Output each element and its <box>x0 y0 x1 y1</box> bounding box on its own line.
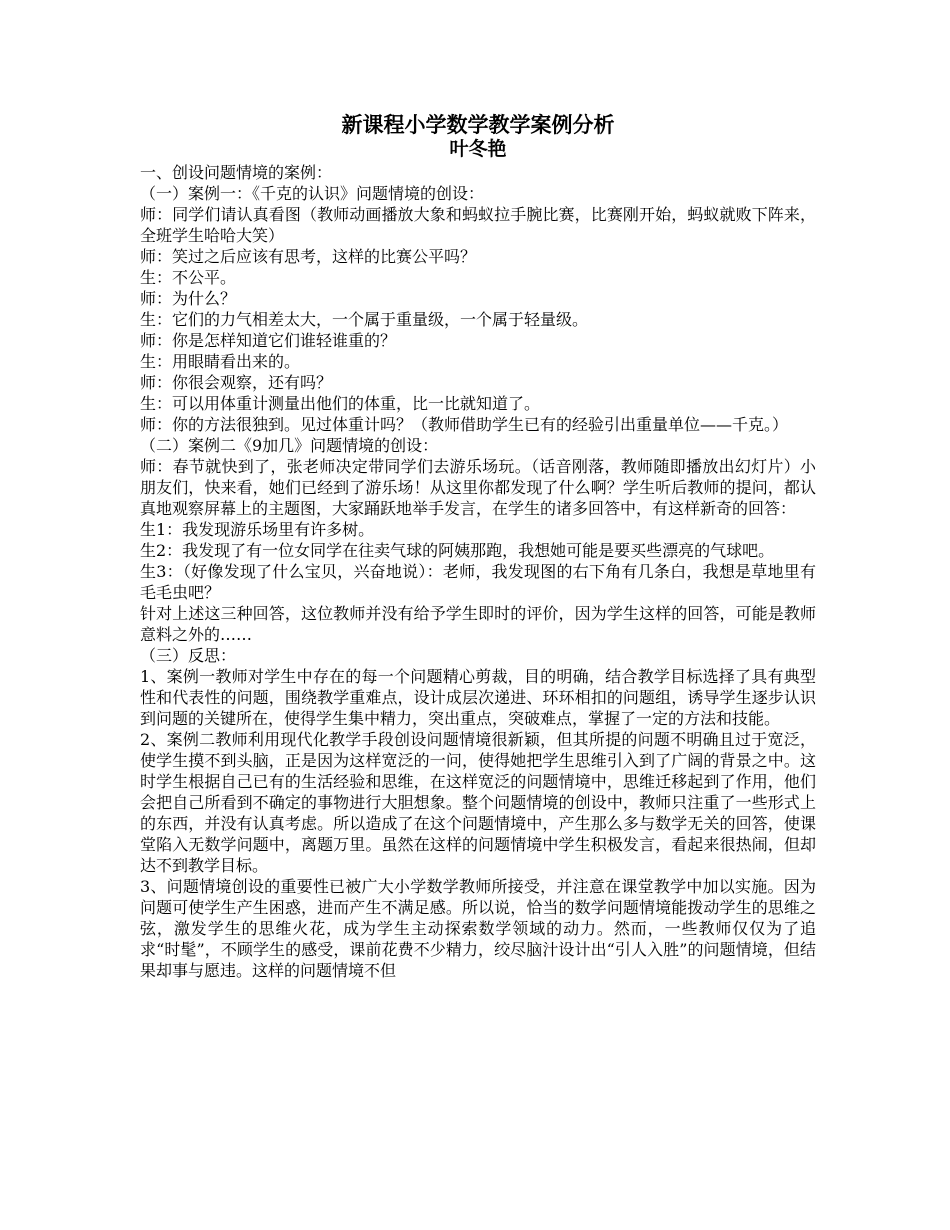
paragraph: （二）案例二《9加几》问题情境的创设： <box>140 436 439 455</box>
paragraph: 师：你是怎样知道它们谁轻谁重的？ <box>140 331 397 350</box>
document-body <box>140 162 816 981</box>
paragraph: 生1：我发现游乐场里有许多树。 <box>140 520 375 539</box>
paragraph: 师：春节就快到了，张老师决定带同学们去游乐场玩。（话音刚落，教师随即播放出幻灯片）小朋友们，快来看，她们已经到了游乐场！从这里你都发现了什么啊？学生听后教师的提问，都认真地观察屏幕上的主题图，大家踊跃地举手发言，在学生的诸多回答中，有这样新奇的回答： <box>140 457 816 518</box>
paragraph: 3、问题情境创设的重要性已被广大小学数学教师所接受，并注意在课堂教学中加以实施。因为问题可使学生产生困惑，进而产生不满足感。所以说，恰当的数学问题情境能拨动学生的思维之弦，激发学生的思维火花，成为学生主动探索数学领域的动力。然而，一些教师仅仅为了追求“时髦”，不顾学生的感受，课前花费不少精力，绞尽脑汁设计出“引人入胜”的问题情境，但结果却事与愿违。这样的问题情境不但 <box>140 877 816 980</box>
paragraph: 生：不公平。 <box>140 268 237 287</box>
paragraph: 1、案例一教师对学生中存在的每一个问题精心剪裁，目的明确，结合教学目标选择了具有典型性和代表性的问题，围绕教学重难点，设计成层次递进、环环相扣的问题组，诱导学生逐步认识到问题的关键所在，使得学生集中精力，突出重点，突破难点，掌握了一定的方法和技能。 <box>140 667 816 728</box>
paragraph: 生：它们的力气相差太大，一个属于重量级，一个属于轻量级。 <box>140 310 589 329</box>
document-page <box>140 112 816 981</box>
paragraph: 师：笑过之后应该有思考，这样的比赛公平吗？ <box>140 247 477 266</box>
document-author: 叶冬艳 <box>449 138 507 160</box>
paragraph: 2、案例二教师利用现代化教学手段创设问题情境很新颖，但其所提的问题不明确且过于宽泛，使学生摸不到头脑，正是因为这样宽泛的一问，使得她把学生思维引入到了广阔的背景之中。这时学生根据自己已有的生活经验和思维，在这样宽泛的问题情境中，思维迁移起到了作用，他们会把自己所看到不确定的事物进行大胆想象。整个问题情境的创设中，教师只注重了一些形式上的东西，并没有认真考虑。所以造成了在这个问题情境中，产生那么多与数学无关的回答，使课堂陷入无数学问题中，离题万里。虽然在这样的问题情境中学生积极发言，看起来很热闹，但却达不到教学目标。 <box>140 730 816 875</box>
paragraph: 师：你的方法很独到。见过体重计吗？（教师借助学生已有的经验引出重量单位——千克。） <box>140 415 789 434</box>
paragraph: 生：用眼睛看出来的。 <box>140 352 301 371</box>
paragraph: 师：你很会观察，还有吗？ <box>140 373 333 392</box>
paragraph: 师：为什么？ <box>140 289 237 308</box>
paragraph: （一）案例一：《千克的认识》问题情境的创设： <box>140 184 485 203</box>
paragraph: 针对上述这三种回答，这位教师并没有给予学生即时的评价，因为学生这样的回答，可能是教师意料之外的…… <box>140 604 816 644</box>
document-title: 新课程小学数学教学案例分析 <box>341 112 615 137</box>
paragraph: 师：同学们请认真看图（教师动画播放大象和蚂蚁拉手腕比赛，比赛刚开始，蚂蚁就败下阵来，全班学生哈哈大笑） <box>140 205 816 245</box>
paragraph: 生3：（好像发现了什么宝贝，兴奋地说）：老师，我发现图的右下角有几条白，我想是草地里有毛毛虫吧？ <box>140 562 816 602</box>
paragraph: 生：可以用体重计测量出他们的体重，比一比就知道了。 <box>140 394 541 413</box>
paragraph: 一、创设问题情境的案例： <box>140 163 333 182</box>
paragraph: 生2：我发现了有一位女同学在往卖气球的阿姨那跑，我想她可能是要买些漂亮的气球吧。 <box>140 541 775 560</box>
paragraph: （三）反思： <box>140 646 237 665</box>
